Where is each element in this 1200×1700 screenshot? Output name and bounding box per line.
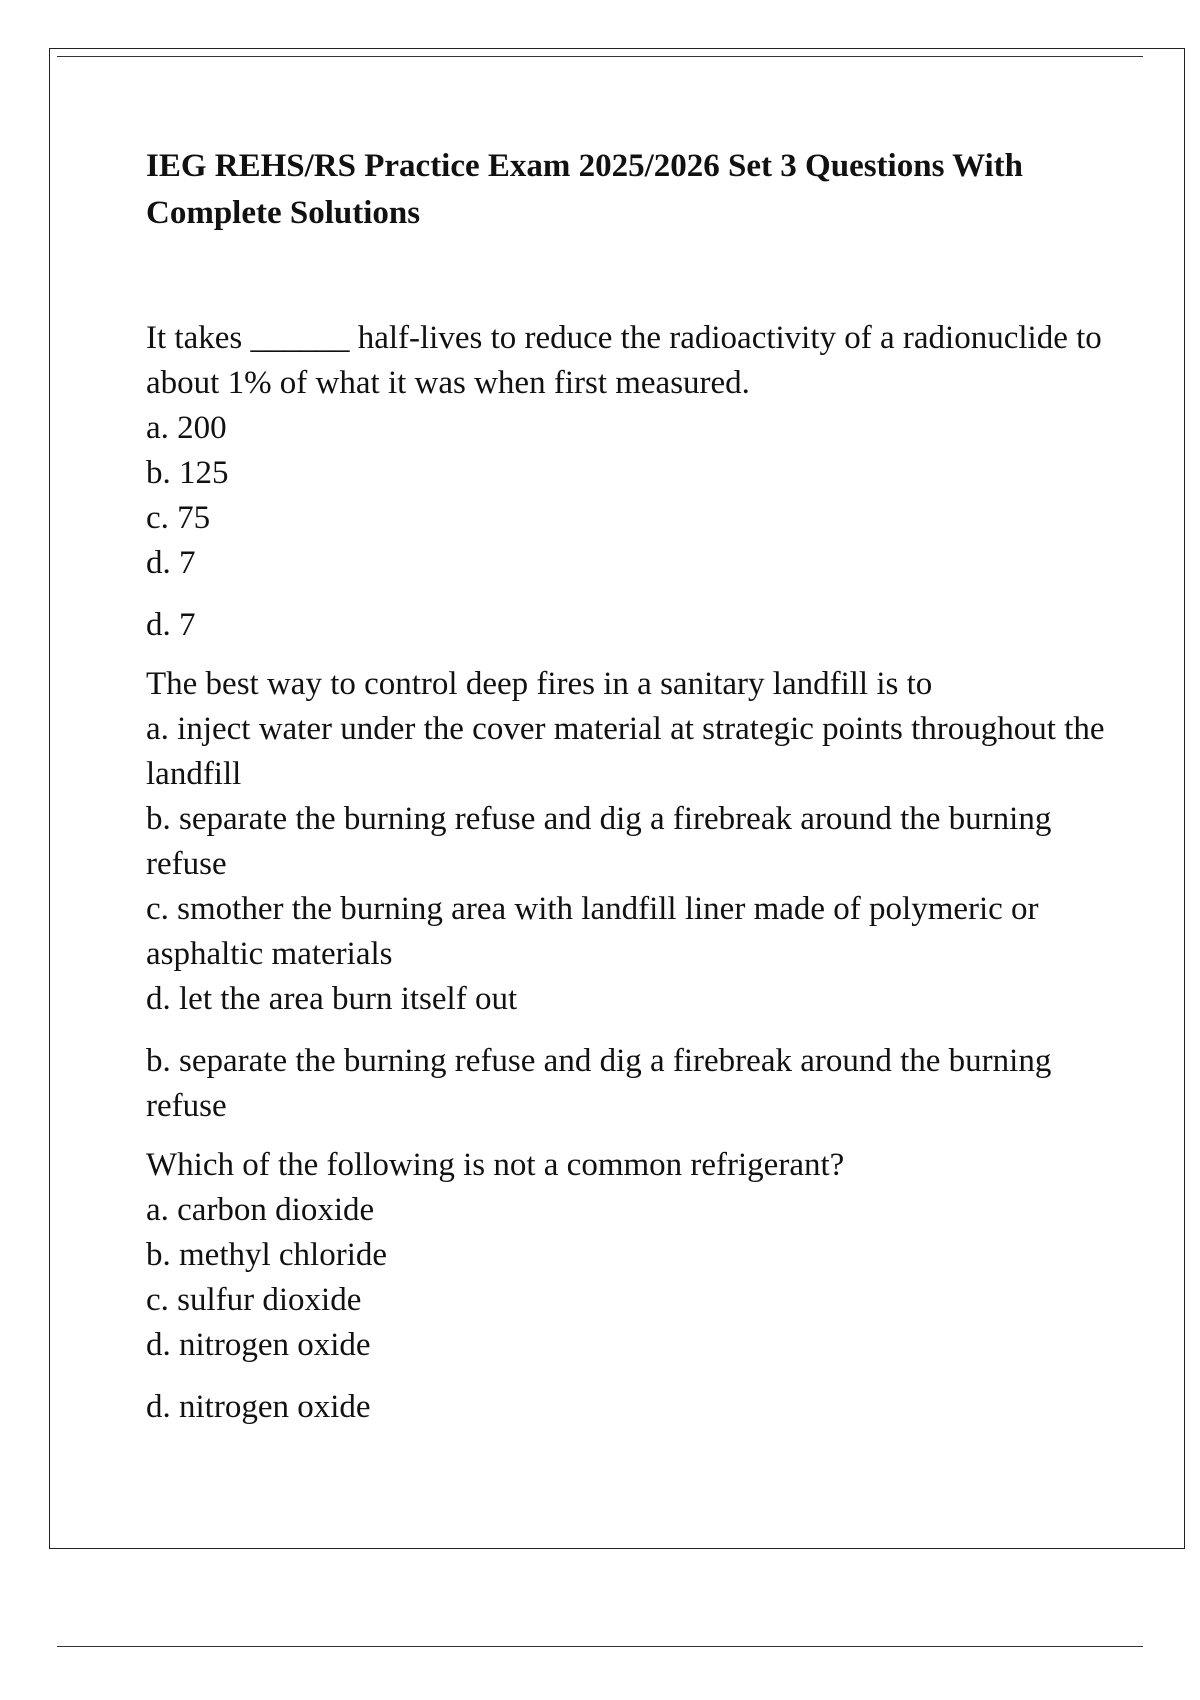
question-1 xyxy=(146,316,1106,648)
option-a: a. inject water under the cover material at strategic points throughout the landfill xyxy=(146,711,1105,792)
option-a: a. carbon dioxide xyxy=(146,1192,375,1228)
document-title: IEG REHS/RS Practice Exam 2025/2026 Set 3 Questions With Complete Solutions xyxy=(146,148,1023,231)
option-d: d. 7 xyxy=(146,545,196,581)
top-rule xyxy=(57,56,1143,57)
question-2 xyxy=(146,662,1106,1129)
question-text: Which of the following is not a common refrigerant? xyxy=(146,1147,845,1183)
answer: d. nitrogen oxide xyxy=(146,1389,371,1425)
option-d: d. nitrogen oxide xyxy=(146,1327,371,1363)
option-c: c. smother the burning area with landfill liner made of polymeric or asphaltic materials xyxy=(146,891,1039,972)
question-text: It takes ______ half-lives to reduce the radioactivity of a radionuclide to about 1% of what it was when first measured. xyxy=(146,320,1102,401)
answer: b. separate the burning refuse and dig a firebreak around the burning refuse xyxy=(146,1043,1052,1124)
bottom-rule xyxy=(57,1646,1143,1647)
option-c: c. sulfur dioxide xyxy=(146,1282,362,1318)
question-text: The best way to control deep fires in a sanitary landfill is to xyxy=(146,666,933,702)
question-3 xyxy=(146,1143,1106,1430)
option-d: d. let the area burn itself out xyxy=(146,981,518,1017)
option-b: b. 125 xyxy=(146,455,229,491)
document-body xyxy=(146,143,1106,1444)
option-a: a. 200 xyxy=(146,410,227,446)
option-c: c. 75 xyxy=(146,500,211,536)
option-b: b. methyl chloride xyxy=(146,1237,388,1273)
option-b: b. separate the burning refuse and dig a firebreak around the burning refuse xyxy=(146,801,1052,882)
answer: d. 7 xyxy=(146,607,196,643)
